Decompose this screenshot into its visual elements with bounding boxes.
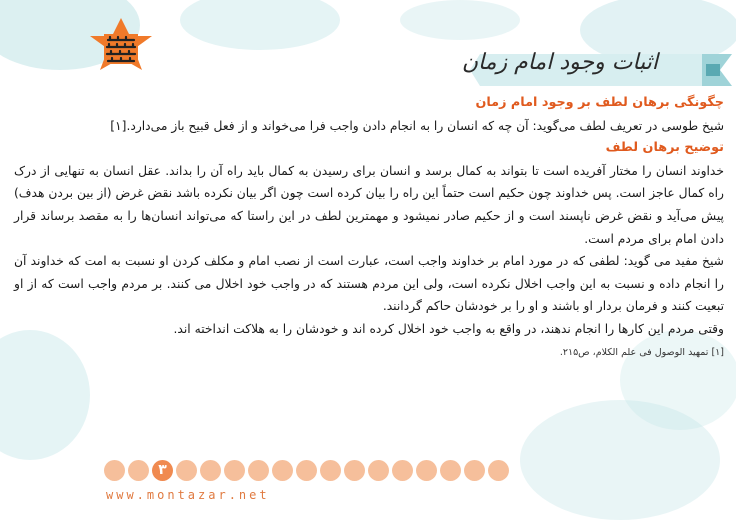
section-heading: توضیح برهان لطف <box>605 140 724 156</box>
decor-dot <box>128 460 149 481</box>
decor-dot <box>224 460 245 481</box>
page-number: ۳ <box>152 460 173 481</box>
decor-dot <box>368 460 389 481</box>
website-link[interactable]: www.montazar.net <box>106 488 270 502</box>
decor-dot <box>344 460 365 481</box>
paragraph: شیخ مفید می گوید: لطفی که در مورد امام بر خداوند واجب است، عبارت است از نصب امام و مکلف کردن او نسبت به امت که خداوند آن را انجام داده و نسبت به این واجب اخلال نکرده است، ولی این مردم هستند که در واجب خود اخلال می کنند. بر مردم واجب است که از او تبعیت کنند و فرمان بردار او باشند و او را بر خودشان حاکم گردانند. <box>14 254 724 314</box>
section-heading: چگونگی برهان لطف بر وجود امام زمان <box>475 95 724 110</box>
document-body <box>14 92 724 361</box>
decor-dot <box>200 460 221 481</box>
decor-dot <box>464 460 485 481</box>
decor-cloud <box>180 0 340 50</box>
paragraph: وقتی مردم این کارها را انجام ندهند، در واقع به واجب خود اخلال کرده اند و خودشان را به هلاکت انداخته اند. <box>173 321 724 336</box>
decor-dot <box>272 460 293 481</box>
decor-dot <box>296 460 317 481</box>
page-indicator <box>104 460 509 484</box>
logo-icon <box>90 18 152 80</box>
page-title: اثبات وجود امام زمان <box>461 50 658 75</box>
footnote: [۱] تمهید الوصول فی علم الکلام، ص۲۱۵. <box>559 346 724 358</box>
decor-dot <box>248 460 269 481</box>
decor-dot <box>416 460 437 481</box>
decor-dot <box>320 460 341 481</box>
paragraph: شیخ طوسی در تعریف لطف می‌گوید: آن چه که انسان را به انجام دادن واجب فرا می‌خواند و از فعل قبیح باز می‌دارد.[۱] <box>110 118 724 133</box>
decor-dot <box>488 460 509 481</box>
decor-dot <box>104 460 125 481</box>
decor-cloud <box>400 0 520 40</box>
decor-dot <box>392 460 413 481</box>
decor-dot <box>440 460 461 481</box>
decor-dot <box>176 460 197 481</box>
paragraph: خداوند انسان را مختار آفریده است تا بتواند به کمال برسد و انسان برای رسیدن به کمال باید راه آن را بداند. عقل انسان به تنهایی از درک راه کمال عاجز است. پس خداوند چون حکیم است حتماً این راه را بیان کرده است چون اگر بیان نکرده باشد نقض غرض (از بین بردن هدف) پیش می‌آید و نقض غرض ناپسند است و از حکیم صادر نمیشود و مهمترین لطف در این راستا که می‌تواند انسان‌ها را به مقصد برساند قرار دادن امام برای مردم است. <box>14 163 724 246</box>
